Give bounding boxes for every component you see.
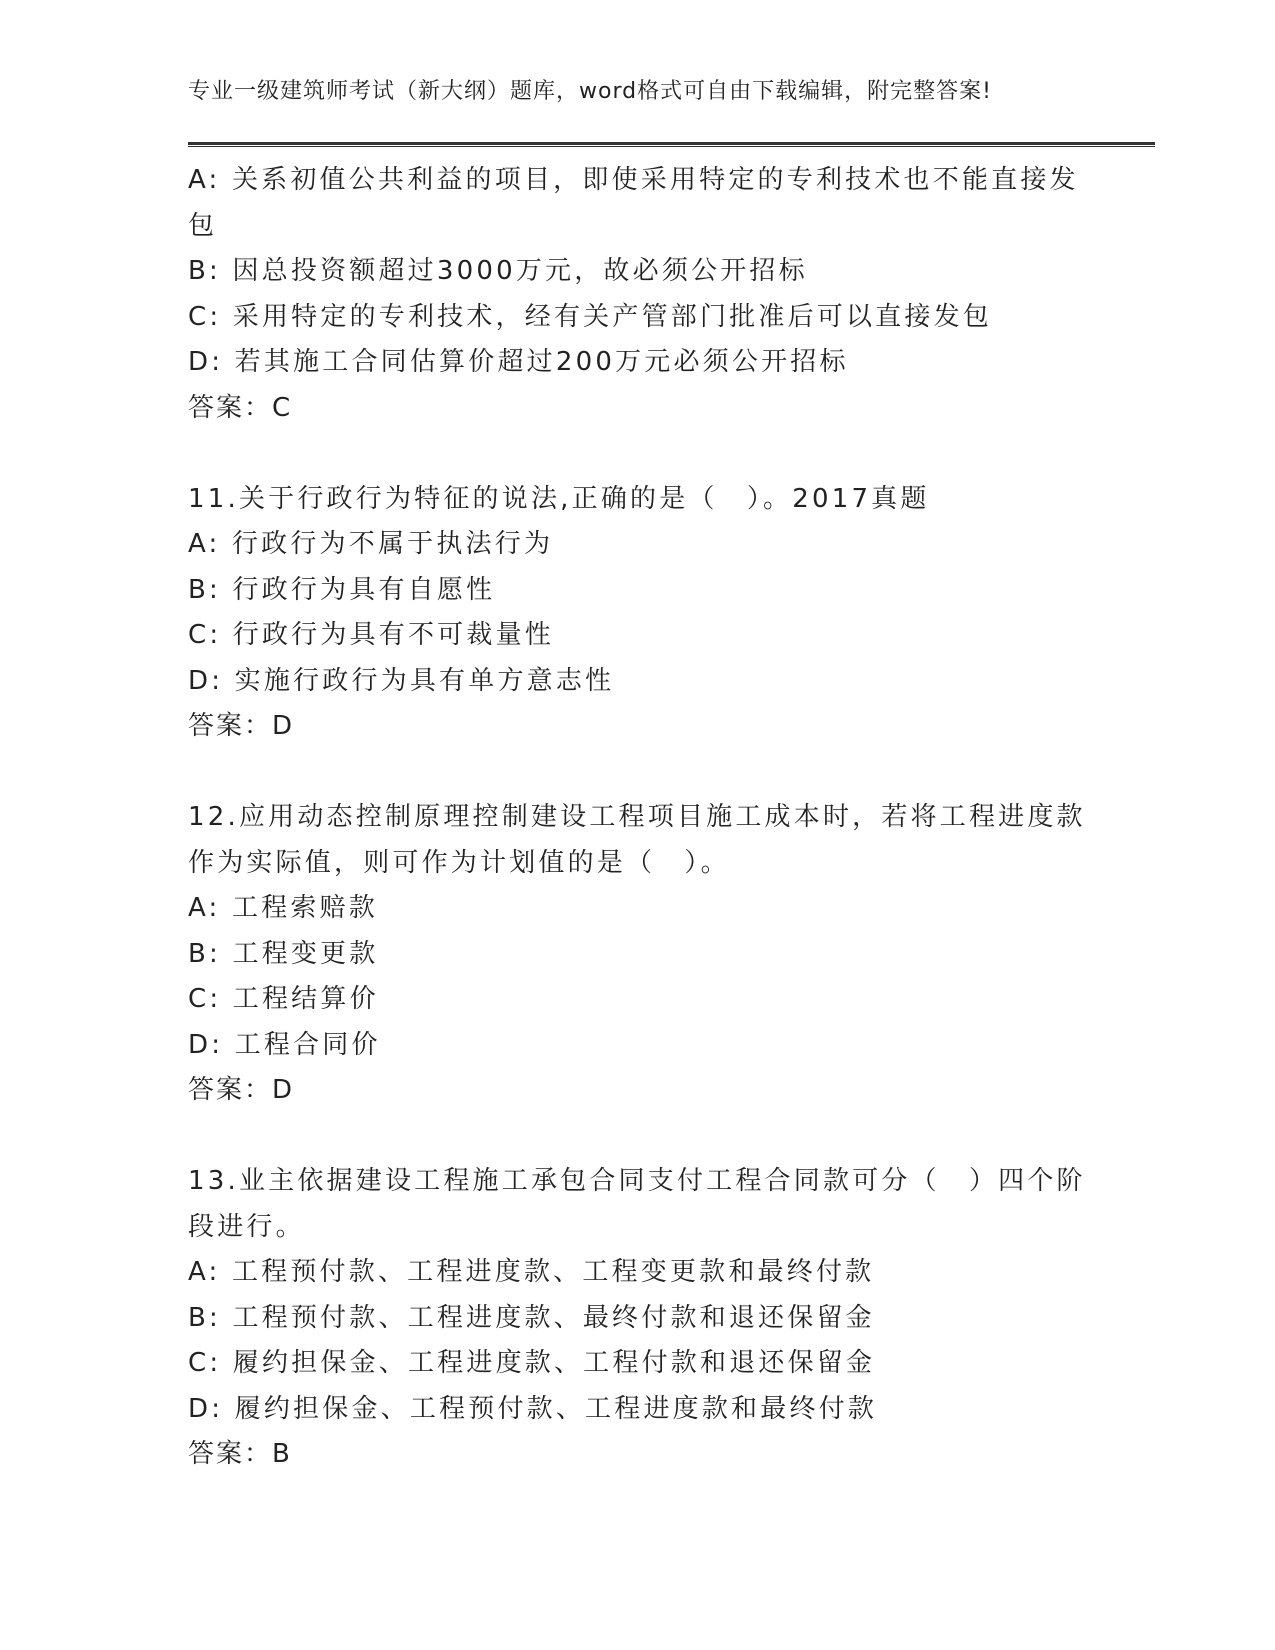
option-a: A: 工程索赔款 bbox=[188, 893, 378, 923]
option-b: B: 行政行为具有自愿性 bbox=[188, 574, 496, 605]
question-11 bbox=[188, 477, 1088, 750]
answer: 答案：C bbox=[188, 392, 293, 423]
question-stem-continued: 段进行。 bbox=[188, 1211, 305, 1242]
option-a-continued: 包 bbox=[188, 210, 218, 241]
option-b: B: 因总投资额超过3000万元，故必须公开招标 bbox=[188, 256, 808, 286]
answer: 答案：D bbox=[188, 1075, 295, 1105]
option-c: C: 采用特定的专利技术，经有关产管部门批准后可以直接发包 bbox=[188, 301, 992, 332]
option-a: A: 关系初值公共利益的项目，即使采用特定的专利技术也不能直接发 bbox=[188, 165, 1079, 195]
option-d: D: 实施行政行为具有单方意志性 bbox=[188, 665, 615, 696]
option-a: A: 行政行为不属于执法行为 bbox=[188, 529, 554, 559]
option-b: B: 工程预付款、工程进度款、最终付款和退还保留金 bbox=[188, 1302, 875, 1333]
option-c: C: 工程结算价 bbox=[188, 984, 379, 1014]
question-list bbox=[188, 158, 1088, 1478]
question-10-continued bbox=[188, 158, 1088, 431]
header-divider bbox=[188, 142, 1155, 147]
question-stem-continued: 作为实际值，则可作为计划值的是（ ）。 bbox=[188, 847, 730, 878]
option-d: D: 工程合同价 bbox=[188, 1029, 381, 1060]
page-header: 专业一级建筑师考试（新大纲）题库，word格式可自由下载编辑，附完整答案! bbox=[188, 79, 992, 104]
option-c: C: 行政行为具有不可裁量性 bbox=[188, 620, 554, 650]
option-c: C: 履约担保金、工程进度款、工程付款和退还保留金 bbox=[188, 1348, 876, 1378]
answer: 答案：B bbox=[188, 1439, 292, 1469]
option-d: D: 履约担保金、工程预付款、工程进度款和最终付款 bbox=[188, 1393, 878, 1424]
question-stem: 12.应用动态控制原理控制建设工程项目施工成本时，若将工程进度款 bbox=[188, 802, 1086, 832]
option-b: B: 工程变更款 bbox=[188, 938, 379, 969]
question-13 bbox=[188, 1159, 1088, 1478]
option-d: D: 若其施工合同估算价超过200万元必须公开招标 bbox=[188, 347, 849, 377]
answer: 答案：D bbox=[188, 711, 295, 741]
question-stem: 11.关于行政行为特征的说法,正确的是（ ）。2017真题 bbox=[188, 483, 930, 514]
question-stem: 13.业主依据建设工程施工承包合同支付工程合同款可分（ ）四个阶 bbox=[188, 1166, 1086, 1196]
question-12 bbox=[188, 795, 1088, 1114]
option-a: A: 工程预付款、工程进度款、工程变更款和最终付款 bbox=[188, 1257, 875, 1287]
